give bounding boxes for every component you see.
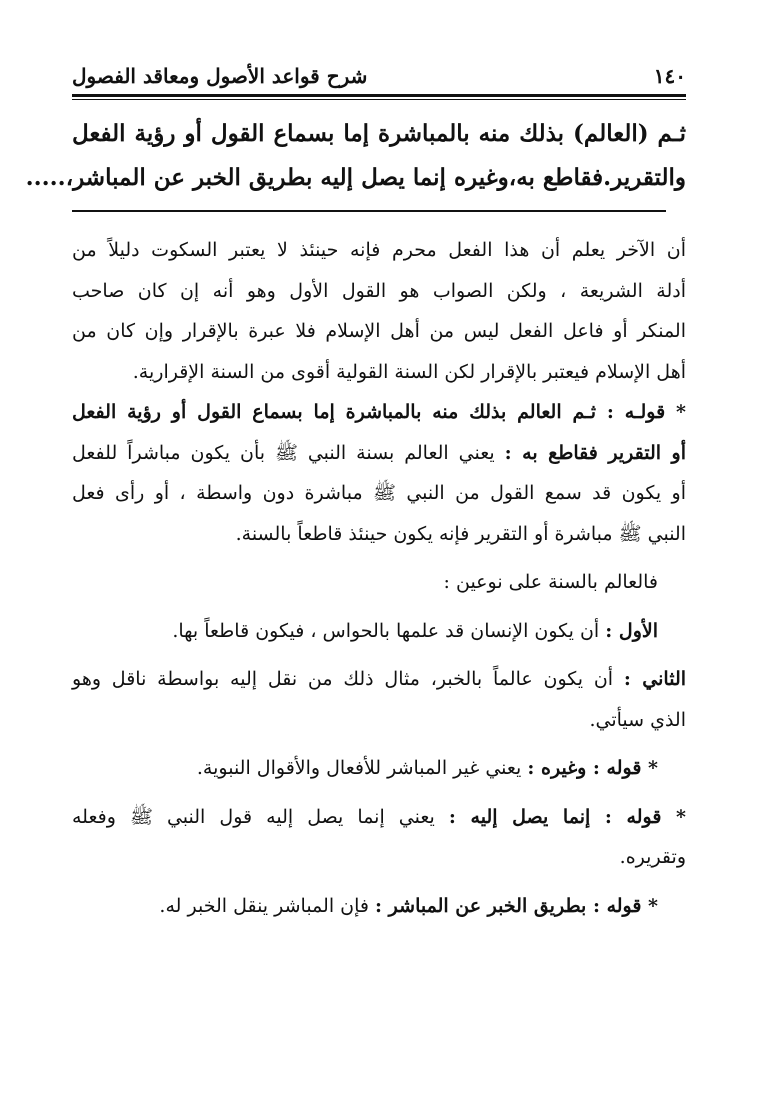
text-line: * قولـه : ثـم العالم بذلك منه بالمباشرة إما بسماع القول أو رؤية الفعل xyxy=(72,401,686,423)
text-line: أدلة الشريعة ، ولكن الصواب هو القول الأول وهو أنه إن كان صاحب xyxy=(72,279,686,302)
header-rule-thin xyxy=(72,99,686,100)
text-line: الذي سيأتي. xyxy=(589,708,686,731)
text-span: يعني العالم بسنة النبي ﷺ بأن يكون مباشراً للفعل xyxy=(72,441,495,464)
commentary-text xyxy=(72,230,686,926)
text-line xyxy=(72,748,686,789)
text-span: فإن المباشر ينقل الخبر له. xyxy=(159,894,369,917)
item-label: الثاني : xyxy=(623,668,687,690)
paragraph-gap xyxy=(72,651,686,659)
separator-rule xyxy=(72,210,666,212)
quote-label: أو التقرير فقاطع به : xyxy=(504,441,686,464)
text-span: يعني غير المباشر للأفعال والأقوال النبوية. xyxy=(196,757,522,779)
quote-label: * قوله : بطريق الخبر عن المباشر : xyxy=(375,894,658,917)
matn-text xyxy=(25,112,686,200)
text-span: أن يكون عالماً بالخبر، مثال ذلك من نقل إليه بواسطة ناقل وهو xyxy=(72,668,614,690)
text-span: أن يكون الإنسان قد علمها بالحواس ، فيكون قاطعاً بها. xyxy=(172,619,600,642)
matn-line: والتقرير.فقاطع به،وغيره إنما يصل إليه بطريق الخبر عن المباشر،..... xyxy=(25,164,686,191)
quote-label: * قوله : إنما يصل إليه : xyxy=(448,805,686,828)
text-line xyxy=(72,659,686,700)
paragraph-gap xyxy=(72,740,686,748)
matn-line: ثـم (العالم) بذلك منه بالمباشرة إما بسماع القول أو رؤية الفعل xyxy=(72,120,686,147)
text-line: النبي ﷺ مباشرة أو التقرير فإنه يكون حينئذ قاطعاً بالسنة. xyxy=(235,522,686,545)
text-line: فالعالم بالسنة على نوعين : xyxy=(443,571,658,593)
text-line: أهل الإسلام فيعتبر بالإقرار لكن السنة القولية أقوى من السنة الإقرارية. xyxy=(132,360,686,383)
paragraph-gap xyxy=(72,603,686,611)
text-line: أن الآخر يعلم أن هذا الفعل محرم فإنه حينئذ لا يعتبر السكوت دليلاً من xyxy=(72,239,686,261)
paragraph-gap xyxy=(72,878,686,886)
paragraph-gap xyxy=(72,789,686,797)
text-line xyxy=(72,797,686,838)
text-line xyxy=(72,611,686,652)
text-line xyxy=(72,886,686,927)
paragraph-gap xyxy=(72,554,686,562)
text-line: أو يكون قد سمع القول من النبي ﷺ مباشرة دون واسطة ، أو رأى فعل xyxy=(72,482,686,504)
page-header xyxy=(72,56,686,96)
item-label: الأول : xyxy=(605,619,658,642)
text-line: وتقريره. xyxy=(619,846,686,868)
quote-label: * قوله : وغيره : xyxy=(527,757,658,779)
running-title: شرح قواعد الأصول ومعاقد الفصول xyxy=(72,64,368,88)
page-number: ١٤٠ xyxy=(653,64,686,88)
text-line: المنكر أو فاعل الفعل ليس من أهل الإسلام فلا عبرة بالإقرار وإن كان من xyxy=(72,320,686,342)
text-line xyxy=(72,433,686,474)
header-rule xyxy=(72,94,686,97)
text-span: يعني إنما يصل إليه قول النبي ﷺ وفعله xyxy=(72,805,435,828)
